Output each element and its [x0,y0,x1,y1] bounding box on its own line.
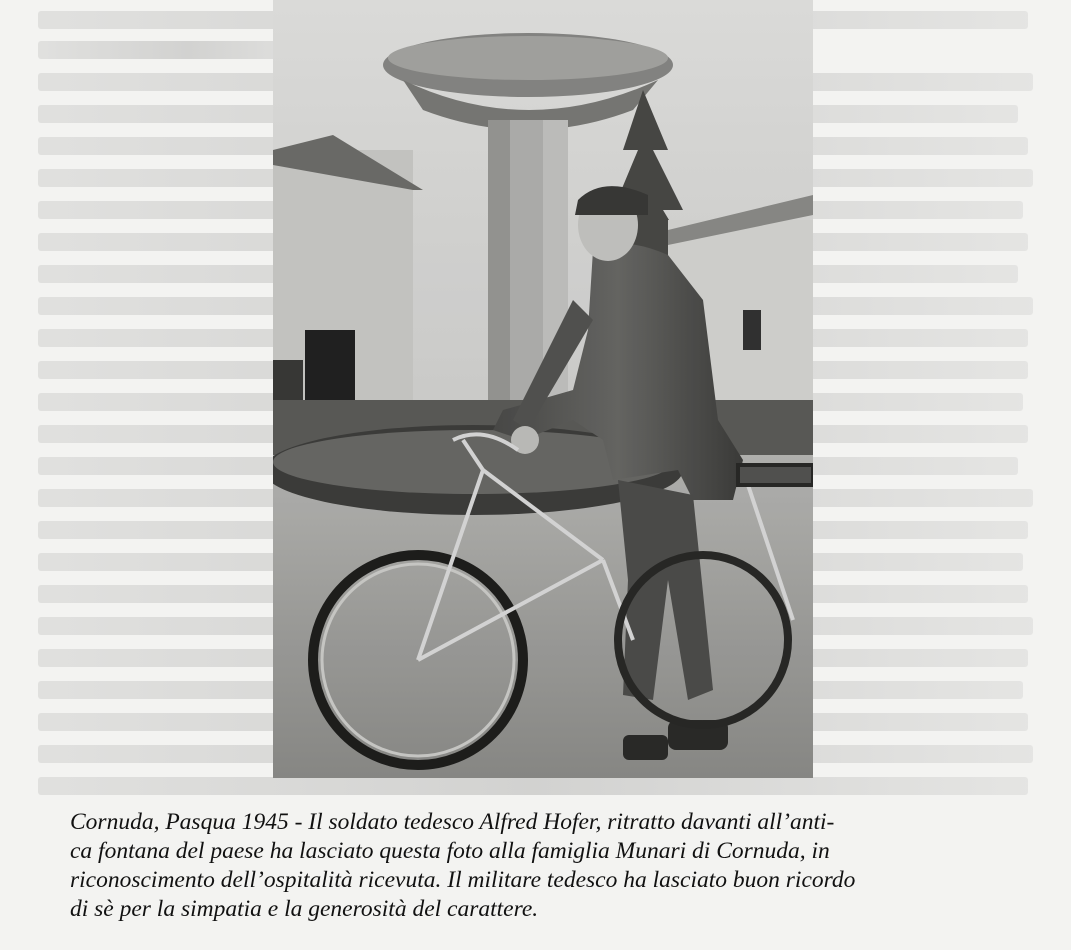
caption-line-4: di sè per la simpatia e la generosità del carattere. [70,896,539,922]
caption-line-2: ca fontana del paese ha lasciato questa foto alla famiglia Munari di Cornuda, in [70,838,830,864]
caption-line-1: Cornuda, Pasqua 1945 - Il soldato tedesco Alfred Hofer, ritratto davanti all’anti- [70,809,835,835]
photo-illustration [273,0,813,778]
historical-photo [273,0,813,778]
photo-caption [70,808,1055,924]
caption-line-3: riconoscimento dell’ospitalità ricevuta. Il militare tedesco ha lasciato buon ricordo [70,867,856,893]
